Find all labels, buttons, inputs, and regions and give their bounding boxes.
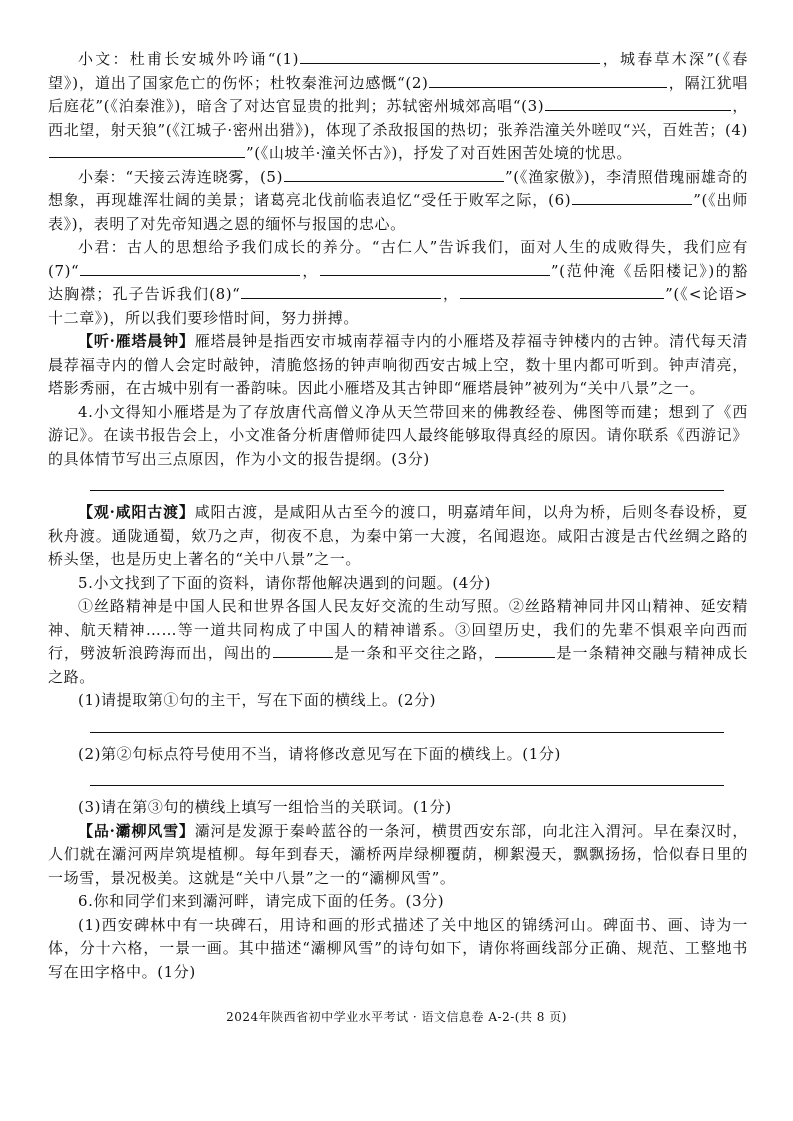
paragraph-xiaoqin (48, 166, 748, 237)
answer-blank-2[interactable] (429, 72, 667, 88)
page-footer: 2024年陕西省初中学业水平考试 · 语文信息卷 A-2-(共 8 页) (226, 1010, 567, 1024)
section-baliu (48, 820, 748, 891)
question-number: (4) (724, 120, 748, 139)
question-number: (7)“ (48, 261, 80, 280)
sub-question-6-1: (1)西安碑林中有一块碑石，用诗和画的形式描述了关中地区的锦绣河山。碑面书、画、诗为一体，分十六格，一景一画。其中描述“灞柳风雪”的诗句如下，请你将画线部分正确、规范、工整地书写在田字格中。(1分) (48, 915, 748, 981)
text: ，城春草木深”(《春望》)，道出了国家危亡的伤怀；杜牧秦淮河边感慨“ (48, 50, 748, 92)
sub-question-3: (3)请在第③句的横线上填写一组恰当的关联词。(1分) (78, 798, 452, 816)
material-text (48, 595, 748, 689)
section-text: 咸阳古渡，是咸阳从古至今的渡口，明嘉靖年间，以舟为桥，后则冬春设桥，夏秋舟渡。通陇通蜀，欸乃之声，彻夜不息，为秦中第一大渡，名闻遐迩。咸阳古渡是古代丝绸之路的桥头堡，也是历史上著名的“关中八景”之一。 (48, 503, 748, 568)
exam-page (48, 48, 748, 984)
question-number: (5) (259, 167, 284, 186)
text: 小文：杜甫长安城外吟诵“ (78, 50, 277, 68)
question-number: (3) (521, 97, 545, 115)
answer-blank-5[interactable] (284, 166, 504, 182)
section-heading: 【听·雁塔晨钟】 (78, 332, 195, 350)
text: 是一条精神交融与精神成长之路。 (48, 644, 748, 686)
answer-blank-3[interactable] (545, 95, 731, 111)
answer-blank-1[interactable] (300, 48, 600, 64)
sub-question-1: (1)请提取第①句的主干，写在下面的横线上。(2分) (78, 691, 437, 709)
answer-blank-7b[interactable] (320, 260, 550, 276)
answer-blank-4[interactable] (49, 142, 245, 158)
conjunction-blank-2[interactable] (495, 642, 555, 658)
section-xianyang (48, 501, 748, 572)
question-5: 5.小文找到了下面的资料，请你帮他解决遇到的问题。(4分) (78, 573, 491, 592)
question-number: (8)“ (209, 285, 241, 303)
text: ”(《<论语>十二章》)，所以我们要珍惜时间，努力拼搏。 (48, 285, 748, 327)
text: ，西北望，射天狼”(《江城子·密州出猎》)，体现了杀敌报国的热切；张养浩潼关外嗟叹“兴，百姓苦； (48, 97, 748, 139)
question-6: 6.你和同学们来到灞河畔，请完成下面的任务。(3分) (78, 892, 445, 910)
section-text: 雁塔晨钟是指西安市城南荐福寺内的小雁塔及荐福寺钟楼内的古钟。清代每天清晨荐福寺内的僧人会定时敲钟，清脆悠扬的钟声响彻西安古城上空，数十里内都可听到。钟声清亮，塔影秀丽，在古城中别有一番韵味。因此小雁塔及其古钟即“雁塔晨钟”被列为“关中八景”之一。 (48, 332, 748, 397)
text: ”(《山坡羊·潼关怀古》)，抒发了对百姓困苦处境的忧思。 (246, 144, 632, 162)
sub-question-2: (2)第②句标点符号使用不当，请将修改意见写在下面的横线上。(1分) (78, 744, 561, 763)
text: ”(范仲淹《岳阳楼记》)的豁达胸襟；孔子告诉我们 (48, 261, 748, 303)
answer-blank-6[interactable] (572, 189, 692, 205)
text: ，隔江犹唱后庭花”(《泊秦淮》)，暗含了对达官显贵的批判；苏轼密州城郊高唱“ (48, 73, 748, 115)
answer-blank-7a[interactable] (80, 260, 300, 276)
section-yanta (48, 330, 748, 401)
text: 小秦：“天接云涛连晓雾， (78, 167, 260, 186)
paragraph-xiaojun (48, 236, 748, 330)
question-number: (2) (405, 73, 429, 92)
section-heading: 【品·灞柳风雪】 (78, 821, 195, 840)
spacer (48, 733, 748, 743)
conjunction-blank-1[interactable] (273, 642, 333, 658)
section-text: 灞河是发源于秦岭蓝谷的一条河，横贯西安东部，向北注入渭河。早在秦汉时，人们就在灞河两岸筑堤植柳。每年到春天，灞桥两岸绿柳覆荫，柳絮漫天，飘飘扬扬，恰似春日里的一场雪，景况极美。这就是“关中八景”之一的“灞柳风雪”。 (48, 821, 748, 887)
paragraph-xiaowen (48, 48, 748, 166)
question-number: (6) (548, 191, 572, 209)
section-heading: 【观·咸阳古渡】 (78, 503, 195, 521)
text: ， (442, 285, 460, 303)
text: ”(《渔家傲》)，李清照借瑰丽雄奇的想象，再现雄浑壮阔的美景；诸葛亮北伐前临表追忆“受任于败军之际， (48, 167, 748, 209)
text: ， (301, 261, 319, 280)
text: 小君：古人的思想给予我们成长的养分。“古仁人”告诉我们，面对人生的成败得失，我们应有 (78, 238, 748, 256)
text: ①丝路精神是中国人民和世界各国人民友好交流的生动写照。②丝路精神同井冈山精神、延安精神、航天精神……等一道共同构成了中国人的精神谱系。③回望历史，我们的先辈不惧艰辛向西而行，劈波斩浪跨海而出，闯出的 (48, 597, 748, 662)
text: 是一条和平交往之路， (333, 644, 495, 662)
spacer (48, 786, 748, 796)
spacer (48, 491, 748, 501)
question-number: (1) (276, 50, 300, 68)
text: ”(《出师表》)，表明了对先帝知遇之恩的缅怀与报国的忠心。 (48, 191, 748, 233)
answer-blank-8a[interactable] (241, 283, 441, 299)
answer-blank-8b[interactable] (460, 283, 664, 299)
question-4: 4.小文得知小雁塔是为了存放唐代高僧义净从天竺带回来的佛教经卷、佛图等而建；想到了《西游记》。在读书报告会上，小文准备分析唐僧师徒四人最终能够取得真经的原因。请你联系《西游记》的具体情节写出三点原因，作为小文的报告提纲。(3分) (48, 402, 748, 468)
